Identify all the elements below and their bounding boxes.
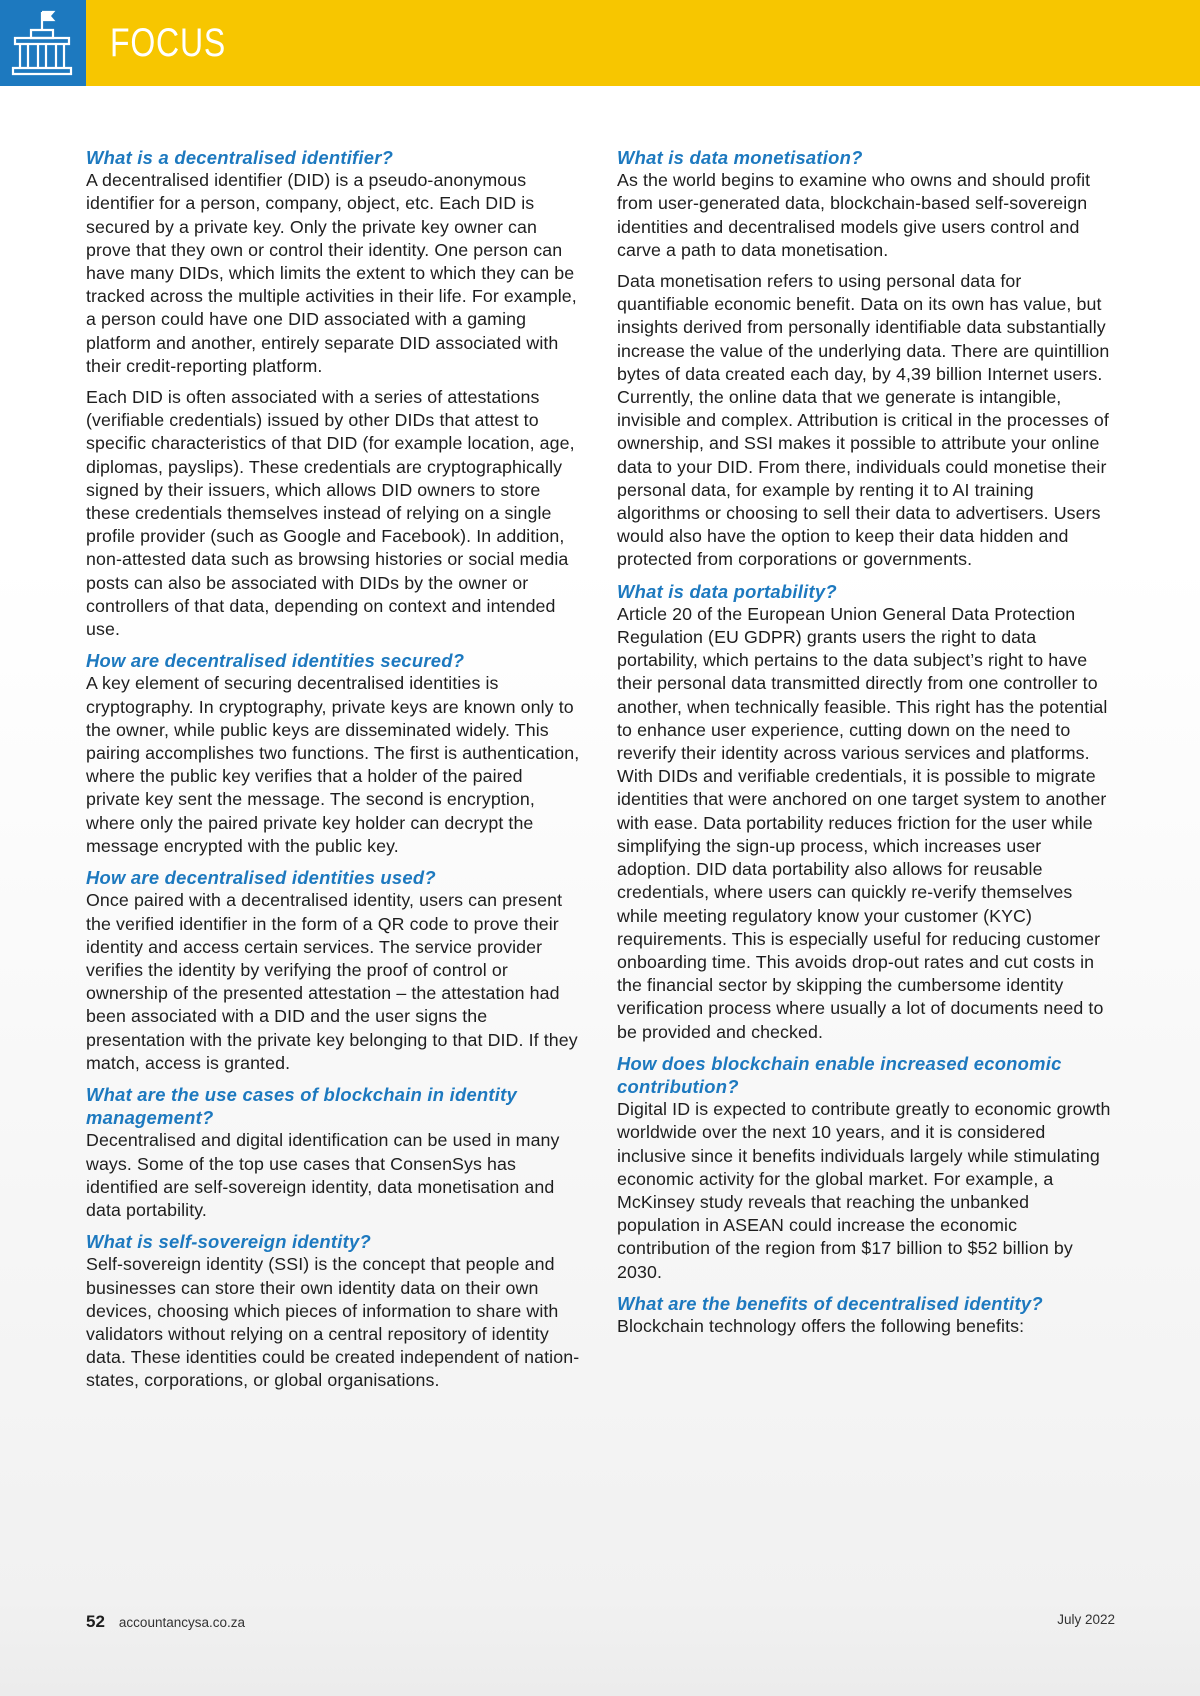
section-heading: What are the benefits of decentralised identity? <box>617 1292 1043 1314</box>
site-url[interactable]: accountancysa.co.za <box>118 1615 245 1630</box>
paragraph: A key element of securing decentralised identities is cryptography. In cryptography, private keys are known only to the owner, while public keys are disseminated widely. This pairing accomplishes two functions. The first is authentication, where the public key verifies that a holder of the paired private key sent the message. The second is encryption, where only the paired private key holder can decrypt the message encrypted with the public key. <box>86 673 580 856</box>
paragraph: Article 20 of the European Union General Data Protection Regulation (EU GDPR) grants users the right to data portability, which pertains to the data subject’s right to have their personal data transmitted directly from one controller to another, when technically feasible. This right has the potential to enhance user experience, cutting down on the need to reverify their identity across various services and platforms. With DIDs and verifiable credentials, it is possible to migrate identities that were anchored on one target system to another with ease. Data portability reduces friction for the user while simplifying the sign-up process, which increases user adoption. DID data portability also allows for reusable credentials, where users can quickly re-verify themselves while meeting regulatory know your customer (KYC) requirements. This is especially useful for reducing customer onboarding time. This avoids drop-out rates and cut costs in the financial sector by skipping the cumbersome identity verification process where usually a lot of documents need to be provided and checked. <box>617 603 1108 1042</box>
article-section <box>617 146 1112 572</box>
footer-left <box>86 1612 245 1636</box>
government-building-icon <box>9 8 75 78</box>
section-heading: How does blockchain enable increased economic contribution? <box>617 1052 1062 1097</box>
paragraph: Each DID is often associated with a series of attestations (verifiable credentials) issued by other DIDs that attest to specific characteristics of that DID (for example location, age, diplomas, payslips). These credentials are cryptographically signed by their issuers, which allows DID owners to store these credentials themselves instead of relying on a single profile provider (such as Google and Facebook). In addition, non-attested data such as browsing histories or social media posts can also be associated with DIDs by the owner or controllers of that data, depending on context and intended use. <box>86 387 575 640</box>
paragraph: Once paired with a decentralised identity, users can present the verified identifier in the form of a QR code to prove their identity and access certain services. The service provider verifies the identity by verifying the proof of control or ownership of the presented attestation – the attestation had been associated with a DID and the user signs the presentation with the private key belonging to that DID. If they match, access is granted. <box>86 890 578 1073</box>
paragraph: Blockchain technology offers the following benefits: <box>617 1315 1025 1336</box>
paragraph: As the world begins to examine who owns and should profit from user-generated data, blockchain-based self-sovereign identities and decentralised models give users control and carve a path to data monetisation. <box>617 170 1091 260</box>
section-heading: What is data portability? <box>617 580 837 602</box>
section-label: FOCUS <box>110 21 226 65</box>
article-section <box>86 649 581 858</box>
article-section <box>617 1292 1112 1338</box>
section-heading: What are the use cases of blockchain in identity management? <box>86 1083 518 1129</box>
paragraph: Digital ID is expected to contribute greatly to economic growth worldwide over the next 10 years, and it is considered inclusive since it benefits individuals largely while stimulating economic activity for the global market. For example, a McKinsey study reveals that reaching the unbanked population in ASEAN could increase the economic contribution of the region from $17 billion to $52 billion by 2030. <box>617 1099 1111 1282</box>
section-heading: What is self-sovereign identity? <box>86 1231 371 1253</box>
section-heading: What is data monetisation? <box>617 147 863 168</box>
section-heading: How are decentralised identities used? <box>86 867 436 889</box>
article-section <box>86 866 581 1075</box>
issue-date: July 2022 <box>1057 1612 1115 1627</box>
paragraph: Decentralised and digital identification can be used in many ways. Some of the top use cases that ConsenSys has identified are self-sovereign identity, data monetisation and data portability. <box>86 1130 560 1220</box>
article-section <box>86 1230 581 1392</box>
article-section <box>617 1052 1112 1284</box>
right-column <box>617 146 1112 1338</box>
header-icon-box <box>0 0 86 86</box>
paragraph: A decentralised identifier (DID) is a pseudo-anonymous identifier for a person, company, object, etc. Each DID is secured by a private key. Only the private key owner can prove that they own or control their identity. One person can have many DIDs, which limits the extent to which they can be tracked across the multiple activities in their life. For example, a person could have one DID associated with a gaming platform and another, entirely separate DID associated with their credit-reporting platform. <box>86 170 577 376</box>
left-column <box>86 146 581 1393</box>
header-bar <box>0 0 1200 86</box>
article-section <box>86 146 581 641</box>
paragraph: Data monetisation refers to using personal data for quantifiable economic benefit. Data on its own has value, but insights derived from personally identifiable data substantially increase the value of the underlying data. There are quintillion bytes of data created each day, by 4,39 billion Internet users. Currently, the online data that we generate is intangible, invisible and complex. Attribution is critical in the processes of ownership, and SSI makes it possible to attribute your online data to your DID. From there, individuals could monetise their personal data, for example by renting it to AI training algorithms or choosing to sell their data to advertisers. Users would also have the option to keep their data hidden and protected from corporations or governments. <box>617 271 1110 570</box>
article-section <box>617 580 1112 1044</box>
article-section <box>86 1083 581 1222</box>
section-heading: How are decentralised identities secured? <box>86 650 465 672</box>
paragraph: Self-sovereign identity (SSI) is the concept that people and businesses can store their own identity data on their own devices, choosing which pieces of information to share with validators without relying on a central repository of identity data. These identities could be created independent of nation-states, corporations, or global organisations. <box>86 1254 580 1391</box>
page-number: 52 <box>86 1612 105 1631</box>
section-heading: What is a decentralised identifier? <box>86 147 394 168</box>
